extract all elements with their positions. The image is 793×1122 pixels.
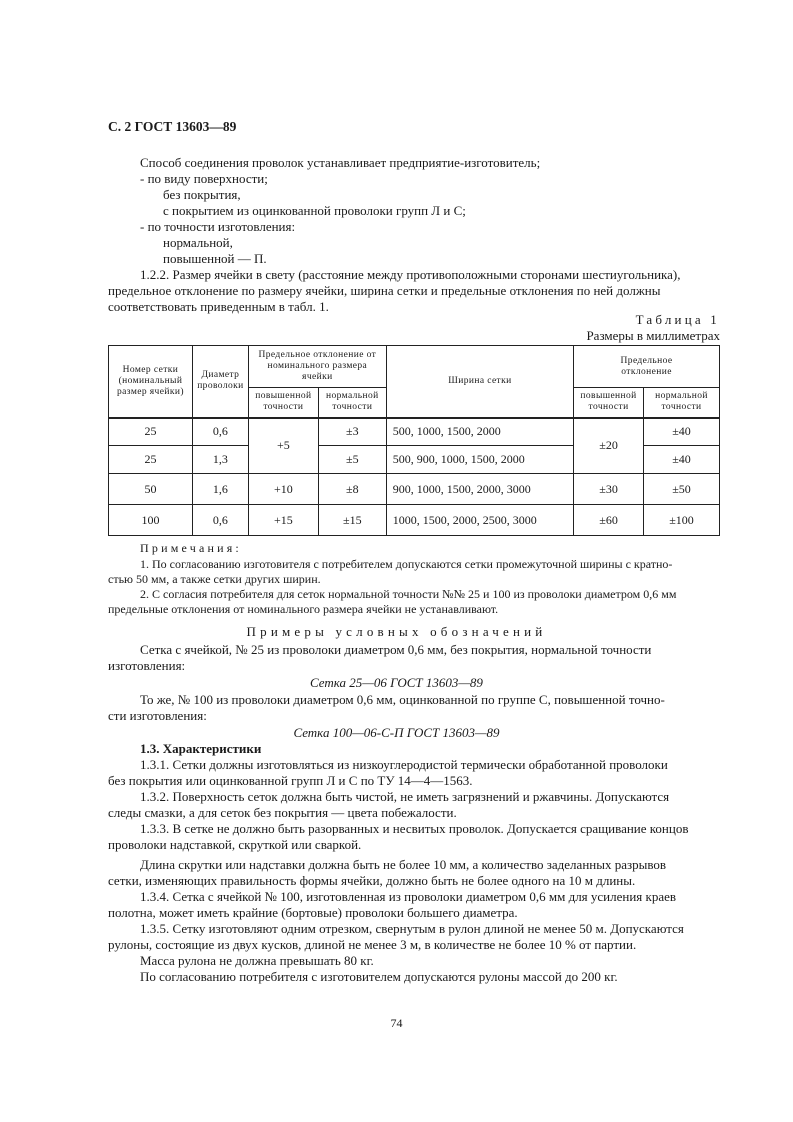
intro-line: повышенной — П.: [163, 251, 267, 266]
col-header-mesh-no: Номер сетки (номинальный размер ячейки): [109, 346, 193, 418]
note-line: 1. По согласованию изготовителя с потребителем допускаются сетки промежуточной ширины с кратно-: [140, 557, 673, 571]
col-header-increased: повышенной точности: [248, 388, 318, 418]
section-line: сетки, изменяющих правильность формы ячейки, должно быть не более одного на 10 м длины.: [108, 873, 636, 888]
cell-diameter: 0,6: [192, 418, 248, 446]
section-line: 1.3.5. Сетку изготовляют одним отрезком, свернутым в рулон длиной не менее 50 м. Допускаются: [140, 921, 684, 936]
cell-increased: +5: [248, 418, 318, 474]
section-line: без покрытия или оцинкованной групп Л и С по ТУ 14—4—1563.: [108, 773, 473, 788]
section-line: 1.3.4. Сетка с ячейкой № 100, изготовленная из проволоки диаметром 0,6 мм для усиления краев: [140, 889, 677, 904]
cell-width: 500, 900, 1000, 1500, 2000: [386, 446, 573, 474]
example-designation: Сетка 25—06 ГОСТ 13603—89: [310, 675, 483, 690]
section-line: 1.3.3. В сетке не должно быть разорванных и несвитых проволок. Допускается сращивание концов: [140, 821, 689, 836]
cell-normal: ±8: [318, 474, 386, 505]
col-header-normal: нормальной точности: [318, 388, 386, 418]
example-designation: Сетка 100—06-С-П ГОСТ 13603—89: [293, 725, 500, 740]
cell-normal: ±3: [318, 418, 386, 446]
col-header-increased: повышенной точности: [574, 388, 644, 418]
page-number: 74: [390, 1016, 403, 1030]
intro-line: с покрытием из оцинкованной проволоки групп Л и С;: [163, 203, 466, 218]
section-line: Масса рулона не должна превышать 80 кг.: [140, 953, 374, 968]
col-header-width: Ширина сетки: [386, 346, 573, 418]
cell-width-normal: ±40: [644, 418, 720, 446]
table-row: [109, 418, 720, 446]
table-caption: Таблица 1: [635, 312, 720, 327]
section-line: По согласованию потребителя с изготовителем допускаются рулоны массой до 200 кг.: [140, 969, 618, 984]
col-header-cell-deviation: Предельное отклонение от номинального размера ячейки: [248, 346, 386, 388]
paragraph-line: 1.2.2. Размер ячейки в свету (расстояние между противоположными сторонами шестиугольника),: [140, 267, 681, 282]
notes-title: Примечания:: [140, 541, 242, 555]
table-row: [109, 474, 720, 505]
cell-width-increased: ±30: [574, 474, 644, 505]
cell-mesh: 50: [109, 474, 193, 505]
col-header-diameter: Диаметр проволоки: [192, 346, 248, 418]
example-line: изготовления:: [108, 658, 186, 673]
note-line: 2. С согласия потребителя для сеток нормальной точности №№ 25 и 100 из проволоки диаметром 0,6 мм: [140, 587, 677, 601]
cell-mesh: 25: [109, 418, 193, 446]
cell-width: 900, 1000, 1500, 2000, 3000: [386, 474, 573, 505]
cell-width-normal: ±40: [644, 446, 720, 474]
example-line: То же, № 100 из проволоки диаметром 0,6 мм, оцинкованной по группе С, повышенной точно-: [140, 692, 665, 707]
cell-width-increased: ±60: [574, 505, 644, 536]
cell-width-normal: ±100: [644, 505, 720, 536]
cell-width-normal: ±50: [644, 474, 720, 505]
paragraph-line: соответствовать приведенным в табл. 1.: [108, 299, 329, 314]
cell-normal: ±5: [318, 446, 386, 474]
cell-mesh: 100: [109, 505, 193, 536]
note-line: предельные отклонения от номинального размера ячейки не устанавливают.: [108, 602, 499, 616]
section-line: 1.3.2. Поверхность сеток должна быть чистой, не иметь загрязнений и ржавчины. Допускаются: [140, 789, 670, 804]
page-header: С. 2 ГОСТ 13603—89: [108, 119, 237, 134]
cell-mesh: 25: [109, 446, 193, 474]
note-line: стью 50 мм, а также сетки других ширин.: [108, 572, 321, 586]
cell-width: 1000, 1500, 2000, 2500, 3000: [386, 505, 573, 536]
table-units: Размеры в миллиметрах: [586, 328, 720, 343]
section-line: следы смазки, а для сеток без покрытия — цвета побежалости.: [108, 805, 457, 820]
cell-increased: +10: [248, 474, 318, 505]
section-line: проволоки надставкой, скруткой или сваркой.: [108, 837, 362, 852]
cell-diameter: 1,6: [192, 474, 248, 505]
intro-line: Способ соединения проволок устанавливает предприятие-изготовитель;: [140, 155, 541, 170]
intro-line: нормальной,: [163, 235, 233, 250]
cell-width-increased: ±20: [574, 418, 644, 474]
cell-diameter: 0,6: [192, 505, 248, 536]
cell-width: 500, 1000, 1500, 2000: [386, 418, 573, 446]
paragraph-line: предельное отклонение по размеру ячейки, ширина сетки и предельные отклонения по ней должны: [108, 283, 661, 298]
col-header-normal: нормальной точности: [644, 388, 720, 418]
section-line: Длина скрутки или надставки должна быть не более 10 мм, а количество заделанных разрывов: [140, 857, 667, 872]
cell-normal: ±15: [318, 505, 386, 536]
intro-line: - по точности изготовления:: [140, 219, 296, 234]
intro-line: - по виду поверхности;: [140, 171, 268, 186]
section-line: рулоны, состоящие из двух кусков, длиной не менее 3 м, в количестве не более 10 % от партии.: [108, 937, 637, 952]
example-line: сти изготовления:: [108, 708, 207, 723]
section-title: 1.3. Характеристики: [140, 741, 262, 756]
dimensions-table: [108, 345, 720, 536]
col-header-width-deviation: Предельное отклонение: [574, 346, 720, 388]
cell-increased: +15: [248, 505, 318, 536]
intro-line: без покрытия,: [163, 187, 241, 202]
table-row: [109, 505, 720, 536]
section-line: полотна, может иметь крайние (бортовые) проволоки большего диаметра.: [108, 905, 518, 920]
cell-diameter: 1,3: [192, 446, 248, 474]
example-line: Сетка с ячейкой, № 25 из проволоки диаметром 0,6 мм, без покрытия, нормальной точности: [140, 642, 652, 657]
examples-title: Примеры условных обозначений: [246, 624, 547, 639]
section-line: 1.3.1. Сетки должны изготовляться из низкоуглеродистой термически обработанной проволоки: [140, 757, 668, 772]
